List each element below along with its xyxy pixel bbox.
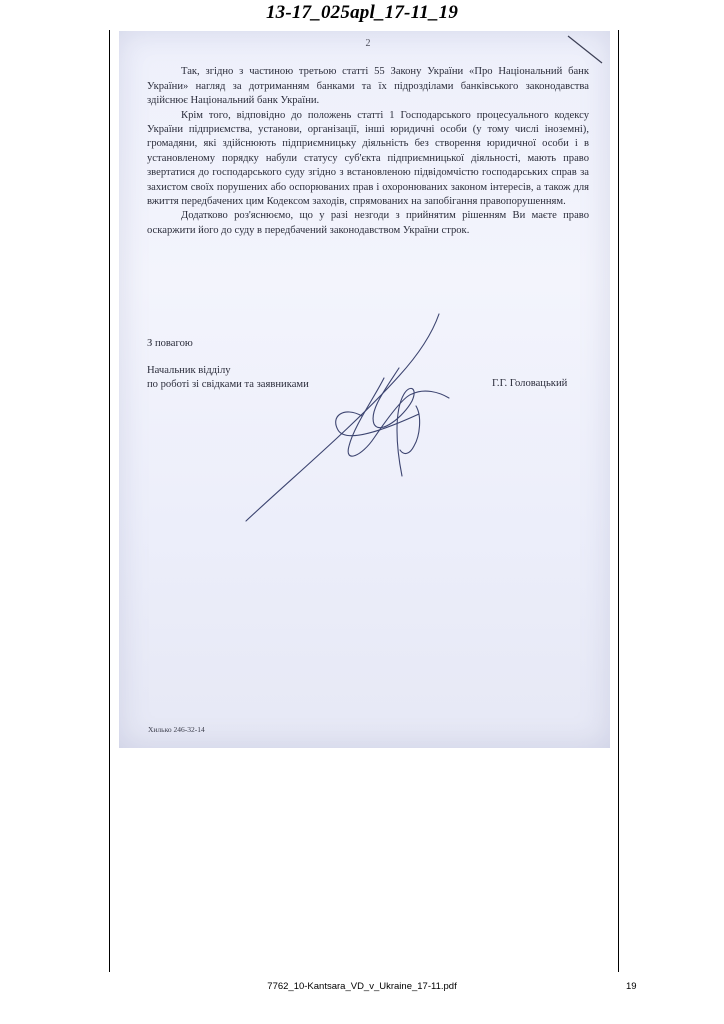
signer-position-line-1: Начальник відділу	[147, 365, 231, 376]
document-header-title: 13-17_025apl_17-11_19	[265, 2, 459, 23]
left-margin-line	[109, 30, 110, 972]
letter-page-number: 2	[365, 38, 371, 49]
footer-page-number: 19	[626, 981, 637, 992]
executor-footnote: Хилько 246-32-14	[148, 725, 205, 734]
scanned-letter-page	[119, 31, 610, 748]
letter-paragraph-2: Крім того, відповідно до положень статті 1 Господарського процесуального кодексу України підприємства, установи, організації, інші юридичні особи (у тому числі іноземні), громадяни, які здійснюють підприємницьку діяльність без створення юридичної особи і в установленому порядку набули статусу суб'єкта підприємницької діяльності, мають право звертатися до господарського суду згідно з встановленою підвідомчістю господарських справ за захистом своїх порушених або оспорюваних прав і охоронюваних законом інтересів, а також для вжиття передбачених цим Кодексом заходів, спрямованих на запобігання правопорушенням.	[147, 109, 589, 208]
closing-salutation: З повагою	[147, 338, 193, 349]
signer-name: Г.Г. Головацький	[492, 378, 568, 389]
handwritten-signature	[234, 306, 494, 531]
letter-body	[147, 31, 589, 238]
letter-paragraph-3: Додатково роз'яснюємо, що у разі незгоди з прийнятим рішенням Ви маєте право оскаржити його до суду в передбачений законодавством України строк.	[147, 210, 589, 236]
letter-paragraph-1: Так, згідно з частиною третьою статті 55 Закону України «Про Національний банк України» нагляд за дотриманням банками та їх підрозділами банківського законодавства здійснює Національний банк України.	[147, 66, 589, 107]
signer-position-line-2: по роботі зі свідками та заявниками	[147, 379, 309, 391]
footer-filename: 7762_10-Kantsara_VD_v_Ukraine_17-11.pdf	[267, 981, 457, 992]
right-margin-line	[618, 30, 619, 972]
